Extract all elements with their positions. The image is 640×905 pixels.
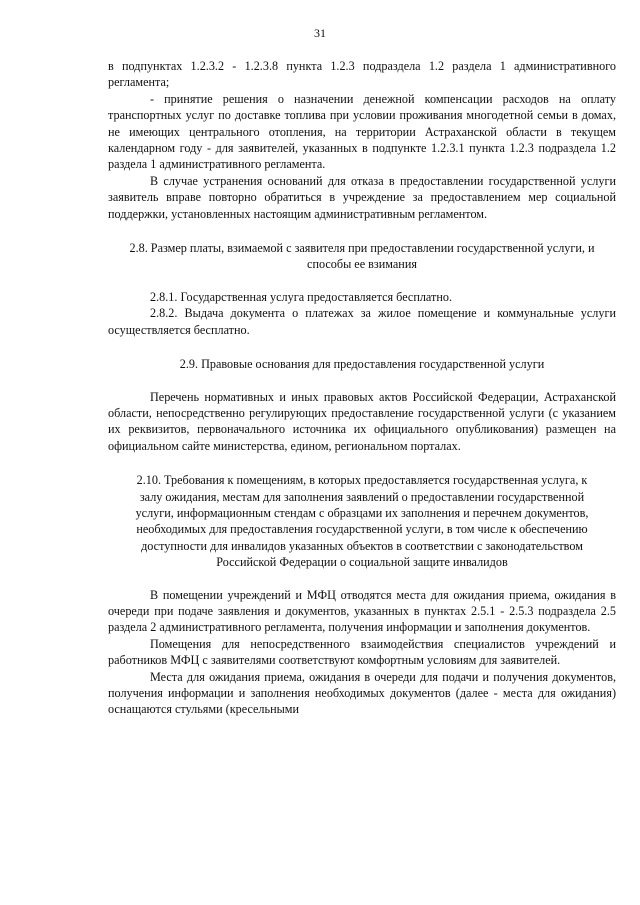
section-heading-2-9: 2.9. Правовые основания для предоставления государственной услуги (179, 357, 545, 372)
paragraph: Места для ожидания приема, ожидания в очереди для подачи и получения документов, получения информации и заполнения необходимых документов (далее - места для ожидания) оснащаются стульями (кресельными (108, 669, 616, 717)
paragraph: В случае устранения оснований для отказа в предоставлении государственной услуги заявитель вправе повторно обратиться в учреждение за предоставлением мер социальной поддержки, установленных настоящим административным регламентом. (108, 173, 616, 221)
paragraph: В помещении учреждений и МФЦ отводятся места для ожидания приема, ожидания в очереди при подаче заявления и документов, указанных в пунктах 2.5.1 - 2.5.3 подраздела 2.5 раздела 2 административного регламента, получения информации и заполнения документов. (108, 587, 616, 635)
paragraph-continuation: в подпунктах 1.2.3.2 - 1.2.3.8 пункта 1.2.3 подраздела 1.2 раздела 1 административного регламента; (108, 59, 616, 90)
paragraph: 2.8.1. Государственная услуга предоставляется бесплатно. (150, 289, 453, 304)
document-body (108, 58, 616, 718)
section-heading-2-10: 2.10. Требования к помещениям, в которых предоставляется государственная услуга, к залу ожидания, местам для заполнения заявлений о предоставлении государственной услуги, информационным стендам с образцами их заполнения и перечнем документов, необходимых для предоставления государственной услуги, в том числе к обеспечению доступности для инвалидов указанных объектов в соответствии с законодательством Российской Федерации о социальной защите инвалидов (135, 473, 589, 570)
paragraph: Перечень нормативных и иных правовых актов Российской Федерации, Астраханской области, непосредственно регулирующих предоставление государственной услуги (с указанием их реквизитов, первоначального источника их официального опубликования) размещен на официальном сайте министерства, едином, региональном порталах. (108, 389, 616, 453)
paragraph-list-item: - принятие решения о назначении денежной компенсации расходов на оплату транспортных услуг по доставке топлива при условии проживания многодетной семьи в домах, не имеющих центрального отопления, на территории Астраханской области в текущем календарном году - для заявителей, указанных в подпункте 1.2.3.1 пункта 1.2.3 подраздела 1.2 раздела 1 административного регламента. (108, 91, 616, 172)
section-heading-2-8: 2.8. Размер платы, взимаемой с заявителя при предоставлении государственной услуги, и способы ее взимания (129, 241, 595, 272)
paragraph: 2.8.2. Выдача документа о платежах за жилое помещение и коммунальные услуги осуществляется бесплатно. (108, 306, 616, 337)
paragraph: Помещения для непосредственного взаимодействия специалистов учреждений и работников МФЦ с заявителями соответствуют комфортным условиям для заявителей. (108, 636, 616, 668)
page-number: 31 (314, 26, 326, 40)
